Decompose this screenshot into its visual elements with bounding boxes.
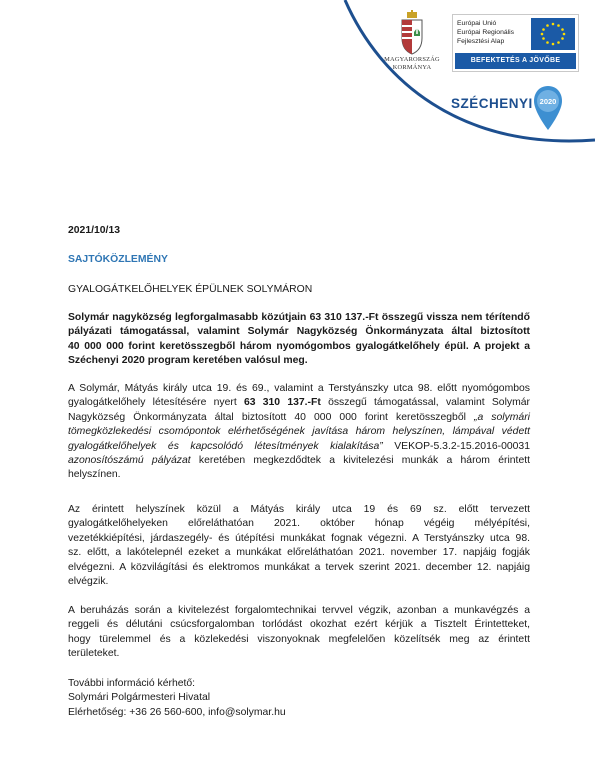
press-release-label: SAJTÓKÖZLEMÉNY xyxy=(68,254,168,265)
contact-block xyxy=(68,677,530,720)
lead-line: Solymár nagyközség legforgalmasabb közútjain 63 310 137.-Ft összegű vissza nem térítendő xyxy=(68,312,530,323)
project-name: tömegközlekedési csomópontok elérhetőségének javítása három helyszínen, lámpával védett xyxy=(68,426,530,438)
government-logo-text xyxy=(372,56,452,72)
p2-line: vezetékkiépítési, járdaszegély- és útépítési munkákat fognak végezni. A Terstyánszky utca 98. xyxy=(68,532,530,544)
p3-line: reggeli és délutáni csúcsforgalomban torlódást okozhat ezért kérjük a Tisztelt Érintetteket, xyxy=(68,619,530,631)
p1-line xyxy=(68,411,530,425)
p2-line: gyalogátkelőhelyeken előreláthatóan 2021. október hónap végéig mélyépítési, xyxy=(68,518,530,530)
p1-line: helyszínen. xyxy=(68,469,121,481)
p1-line xyxy=(68,440,530,454)
p1-line xyxy=(68,425,530,439)
grant-amount: 63 310 137.-Ft xyxy=(243,397,321,409)
paragraph-2 xyxy=(68,503,530,589)
p1-text: keretében megkezdődtek a kivitelezési munkák a három érintett xyxy=(190,455,530,467)
gov-text-line: MAGYARORSZÁG xyxy=(384,56,440,63)
p1-line: A Solymár, Mátyás király utca 19. és 69., valamint a Terstyánszky utca 98. előtt nyomógombos xyxy=(68,383,530,394)
p2-line: elvégezni. A közvilágítási és elektromos munkákat a tervek szerint 2021. december 12. napjáig xyxy=(68,561,530,573)
p1-text: Nagyközség Önkormányzata által biztosított 40 000 000 forint keretösszegből xyxy=(68,411,474,423)
eu-text-line: Európai Unió xyxy=(457,20,497,27)
eu-logo-text xyxy=(457,19,514,46)
contact-heading: További információ kérhető: xyxy=(68,678,196,689)
eu-text-line: Fejlesztési Alap xyxy=(457,38,505,45)
eu-flag-icon xyxy=(531,18,575,50)
document-title: GYALOGÁTKELŐHELYEK ÉPÜLNEK SOLYMÁRON xyxy=(68,284,313,295)
eu-text-line: Európai Regionális xyxy=(457,29,515,36)
p3-line: A beruházás során a kivitelezést forgalomtechnikai tervvel végzik, azonban a munkavégzés a xyxy=(68,605,530,616)
lead-paragraph xyxy=(68,311,530,369)
contact-details: Elérhetőség: +36 26 560-600, info@solymar.hu xyxy=(68,706,286,718)
p1-text: összegű támogatással, valamint Solymár xyxy=(320,397,530,409)
document-date: 2021/10/13 xyxy=(68,225,121,236)
project-id: VEKOP-5.3.2-15.2016-00031 xyxy=(382,440,530,452)
project-name: „a solymári xyxy=(473,411,530,423)
szechenyi-2020-pin-icon xyxy=(532,84,564,132)
contact-organization: Solymári Polgármesteri Hivatal xyxy=(68,692,211,704)
p2-line: Az érintett helyszínek közül a Mátyás király utca 19 és 69 sz. előtt tervezett xyxy=(68,504,530,515)
lead-line: Széchenyi 2020 program keretében valósul meg. xyxy=(68,355,308,367)
paragraph-3 xyxy=(68,604,530,662)
szechenyi-year: 2020 xyxy=(539,97,557,106)
project-id-label: azonosítószámú pályázat xyxy=(68,455,191,467)
project-name: gyalogátkelőhelyek és kapcsolódó létesítmények kialakítása” xyxy=(68,440,383,452)
p1-text: gyalogátkelőhely létesítésére nyert xyxy=(68,397,244,409)
eu-fund-logo xyxy=(452,14,579,72)
paragraph-1 xyxy=(68,382,530,483)
gov-text-line: KORMÁNYA xyxy=(392,64,432,71)
hungarian-coat-of-arms-icon xyxy=(392,10,432,56)
p2-line: elvégzik. xyxy=(68,576,109,588)
p3-line: területeket. xyxy=(68,648,120,660)
lead-line: pályázati támogatással, valamint Solymár Nagyközség Önkormányzata által biztosított xyxy=(68,326,530,338)
p2-line: sz. előtt, a lakótelepnél ezeket a munkákat előreláthatóan 2021. november 17. napjáig fogják xyxy=(68,547,530,559)
eu-slogan-bar: BEFEKTETÉS A JÖVŐBE xyxy=(455,53,576,69)
p1-line xyxy=(68,454,530,468)
p1-line xyxy=(68,396,530,410)
p3-line: hogy türelemmel és a közlekedési viszonyoknak megfelelően közelítsék meg az érintett xyxy=(68,633,530,645)
szechenyi-logo-text: SZÉCHENYI xyxy=(451,96,533,111)
lead-line: 40 000 000 forint keretösszegből három nyomógombos gyalogátkelőhely épül. A projekt a xyxy=(68,340,530,352)
